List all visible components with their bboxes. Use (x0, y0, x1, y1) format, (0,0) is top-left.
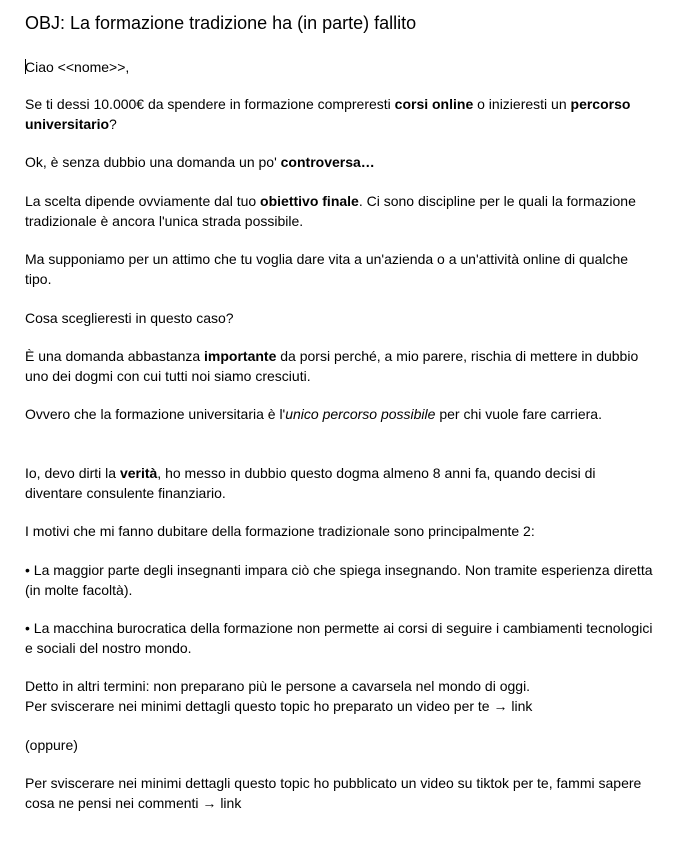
paragraph-importante: È una domanda abbastanza importante da porsi perché, a mio parere, rischia di mettere in dubbio uno dei dogmi con cui tutti noi siamo cresciuti. (25, 348, 639, 384)
greeting (25, 58, 655, 78)
paragraph-cosa-sceglieresti: Cosa sceglieresti in questo caso? (25, 310, 234, 326)
paragraph-supponiamo: Ma supponiamo per un attimo che tu voglia dare vita a un'azienda o a un'attività online di qualche tipo. (25, 251, 629, 287)
italic-unico-percorso: unico percorso possibile (285, 406, 436, 422)
paragraph-question: Se ti dessi 10.000€ da spendere in formazione compreresti corsi online o inizieresti un percorso universitario? (25, 96, 631, 132)
bullet-item: • La macchina burocratica della formazione non permette ai corsi di seguire i cambiamenti tecnologici e sociali del nostro mondo. (25, 620, 653, 656)
bold-obiettivo-finale: obiettivo finale (260, 193, 359, 209)
paragraph-verita: Io, devo dirti la verità, ho messo in dubbio questo dogma almeno 8 anni fa, quando decisi di diventare consulente finanziario. (25, 465, 596, 501)
paragraph-oppure: (oppure) (25, 737, 78, 753)
paragraph-detto: Detto in altri termini: non preparano più le persone a cavarsela nel mondo di oggi. Per sviscerare nei minimi dettagli questo topic ho preparato un video per te → link (25, 678, 533, 714)
bold-importante: importante (204, 348, 277, 364)
paragraph-ovvero: Ovvero che la formazione universitaria è l'unico percorso possibile per chi vuole fare carriera. (25, 406, 602, 422)
paragraph-tiktok: Per sviscerare nei minimi dettagli questo topic ho pubblicato un video su tiktok per te, fammi sapere cosa ne pensi nei commenti → link (25, 775, 642, 811)
bold-corsi-online: corsi online (394, 96, 474, 112)
bullet-item: • La maggior parte degli insegnanti impara ciò che spiega insegnando. Non tramite esperienza diretta (in molte facoltà). (25, 562, 653, 598)
paragraph-motivi: I motivi che mi fanno dubitare della formazione tradizionale sono principalmente 2: (25, 523, 535, 539)
email-subject-title: OBJ: La formazione tradizione ha (in parte) fallito (25, 13, 417, 33)
paragraph-scelta: La scelta dipende ovviamente dal tuo obiettivo finale. Ci sono discipline per le quali la formazione tradizionale è ancora l'unica strada possibile. (25, 193, 636, 229)
bold-verita: verità (119, 465, 158, 481)
bold-percorso-universitario: percorso universitario (25, 96, 631, 132)
paragraph-controversa: Ok, è senza dubbio una domanda un po' controversa… (25, 154, 375, 170)
greeting-text: Ciao <<nome>>, (25, 59, 130, 75)
video-link-line: Per sviscerare nei minimi dettagli questo topic ho preparato un video per te → link (25, 697, 533, 714)
bold-controversa: controversa… (280, 154, 375, 170)
